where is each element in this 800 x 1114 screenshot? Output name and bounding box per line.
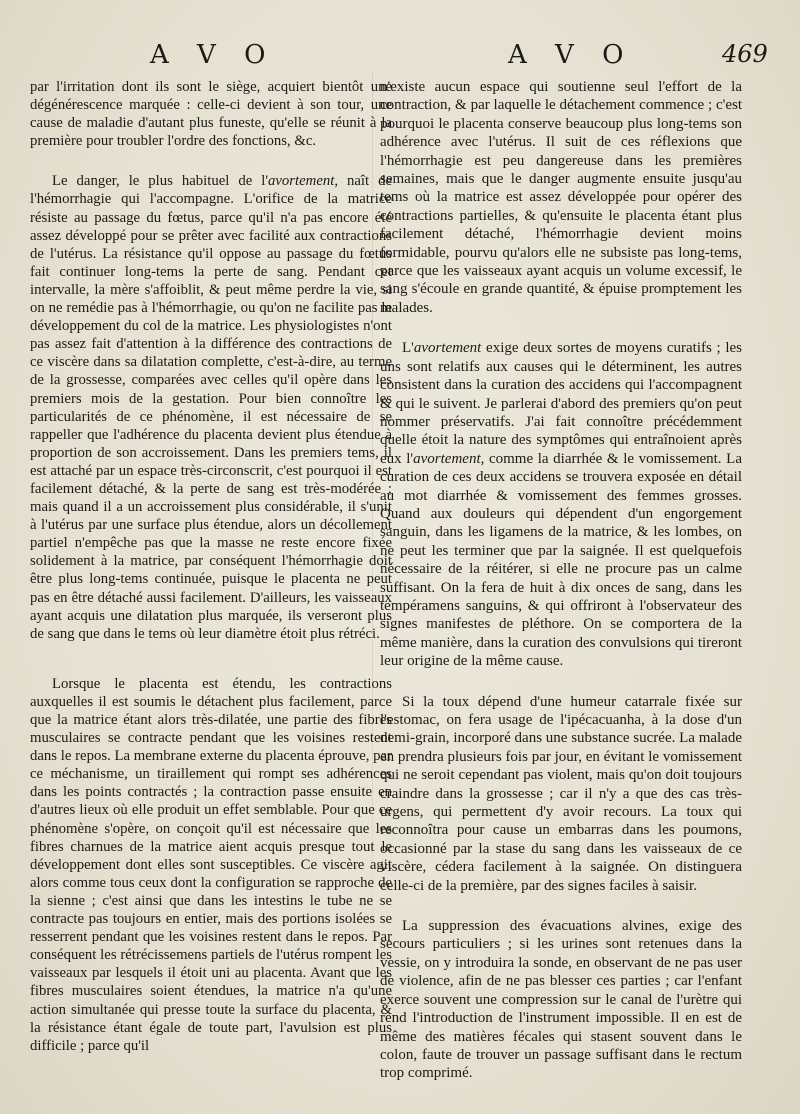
paragraph: Lorsque le placenta est étendu, les contractions auxquelles il est soumis le détachent plus facilement, parce que la matrice étant alors très-dilatée, une partie des fibres musculaires se contracte pendant que les voisines restent dans le repos. La membrane externe du placenta éprouve, par ce méchanisme, un tiraillement qui rompt ses adhérences dans les points contractés ; la contraction passe ensuite en d'autres lieux où elle produit un effet semblable. Pour que ce phénomène s'opère, on conçoit qu'il est nécessaire que les fibres charnues de la matrice aient acquis presque tout le développement dont elles sont susceptibles. Ce viscère agit alors comme tous ceux dont la configuration se rapproche de la sienne ; c'est ainsi que dans les intestins le tube ne se contracte pas toujours en entier, mais des portions isolées se resserrent pendant que les voisines restent dans le repos. Par conséquent les rétrécissemens partiels de l'utérus rompent les vaisseaux par lesquels il étoit uni au placenta. Avant que les fibres musculaires soient étendues, la matrice n'a qu'une action simultanée qui presse toute la surface du placenta, & la résistance étant égale de toute part, l'avulsion est plus difficile ; parce qu'il <box>30 675 392 1054</box>
running-head-right: A V O <box>508 40 634 70</box>
page-header <box>0 40 800 80</box>
paragraph: Si la toux dépend d'une humeur catarrale fixée sur l'estomac, on fera usage de l'ipécacuanha, à la dose d'un demi-grain, incorporé dans une substance sucrée. La malade en prendra plusieurs fois par jour, en évitant le vomissement qui ne seroit cependant pas violent, mais qu'on doit toujours craindre dans la grossesse ; car il n'y a que des cas très-urgens, qui permettent d'y avoir recours. La toux qui reconnoîtra pour cause un embarras dans les poumons, occasionné par la stase du sang dans les vaisseaux de ce viscère, cédera facilement à la saignée. On distinguera celle-ci de la première, par des signes faciles à saisir. <box>380 693 742 894</box>
text-run: exige deux sortes de moyens curatifs ; les uns sont relatifs aux causes qui le déterminent, les autres consistent dans la curation des accidens qui l'accompagnent & qui le suivent. Je parlerai d'abord des premiers qu'on peut nommer préservatifs. J'ai fait connoître précédemment quelle étoit la nature des symptômes qui entraînoient après eux l' <box>380 340 742 467</box>
page-number: 469 <box>722 40 768 68</box>
paragraph: par l'irritation dont ils sont le siège, acquiert bientôt une dégénérescence marquée : celle-ci devient à son tour, une cause de maladie d'autant plus funeste, qu'elle se réunit à la première pour troubler l'ordre des fonctions, &c. <box>30 79 392 150</box>
text-run: , comme la diarrhée & le vomissement. La curation de ces deux accidens se trouvera exposée en détail au mot diarrhée & vomissement des femmes grosses. Quand aux douleurs qui dépendent d'un engorgement sanguin, dans les ligamens de la matrice, & les lombes, on ne peut les terminer que par la saignée. Il est quelquefois nécessaire de la réitérer, si elle ne procure pas un calme suffisant. On la fera de huit à dix onces de sang, dans les tempéramens sanguins, & qui offriront à l'observateur des signes manifestes de pléthore. On se comportera de la même manière, dans la curation des convulsions qui tireront leur origine de la même cause. <box>380 450 742 670</box>
text-run: , naît de l'hémorrhagie qui l'accompagne. L'orifice de la matrice résiste au passage du fœtus, parce qu'il n'a pas encore été assez développé pour se prêter avec facilité aux contractions de l'utérus. La résistance qu'il oppose au passage du fœtus fait continuer long-tems la perte de sang. Pendant cet intervalle, la mère s'affoiblit, & peut même perdre la vie, si on ne remédie pas à l'hémorrhagie, ou qu'on ne facilite pas le développement du col de la matrice. Les physiologistes n'ont pas assez fait d'attention à la différence des contractions de ce viscère dans sa dilatation complette, c'est-à-dire, au terme de la grossesse, comparées avec celles qu'il opère dans les premiers mois de la gestation. Pour bien connoître les particularités de ce phénomène, il est nécessaire de se rappeller que l'adhérence du placenta devient plus étendue à proportion de son accroissement. Dans les premiers tems, il est attaché par un espace très-circonscrit, c'est pourquoi il est facilement détaché, & la perte de sang est très-modérée ; mais quand il a un accroissement plus considérable, il s'unit à l'utérus par une surface plus étendue, alors un décollement partiel n'empêche pas que la masse ne reste encore fixée solidement à la matrice, par conséquent l'hémorrhagie doit être plus long-tems continuée, puisque le placenta ne peut pas en être détaché aussi facilement. D'ailleurs, les vaisseaux ayant acquis une dilatation plus marquée, ils verseront plus de sang que dans le tems où leur diamètre étoit plus rétréci. <box>30 173 392 642</box>
paragraph <box>30 172 392 642</box>
text-run: Le danger, le plus habituel de l' <box>52 173 268 190</box>
right-column <box>380 78 742 1083</box>
paragraph <box>380 339 742 670</box>
left-column <box>30 78 392 1055</box>
paragraph: n'existe aucun espace qui soutienne seul l'effort de la contraction, & par laquelle le détachement commence ; c'est pourquoi le placenta conserve beaucoup plus long-tems son adhérence avec l'utérus. Il suit de ces réflexions que l'hémorrhagie est peu dangereuse dans les premières semaines, mais que le danger augmente ensuite jusqu'au tems où la matrice est assez développée pour opérer des contractions partielles, & qu'ensuite le placenta étant plus facilement détaché, l'hémorrhagie devient moins formidable, pourvu qu'alors elle ne subsiste pas long-tems, parce que les vaisseaux ayant acquis un volume excessif, le sang s'écoule en grande quantité, & épuise promptement les malades. <box>380 79 742 316</box>
italic-term: avortement <box>267 173 335 190</box>
italic-term: avortement <box>413 340 482 357</box>
text-run: L' <box>402 340 414 357</box>
italic-term: avortement <box>413 450 481 467</box>
running-head-left: A V O <box>150 40 276 70</box>
paragraph: La suppression des évacuations alvines, exige des secours particuliers ; si les urines sont retenues dans la vessie, on y introduira la sonde, en observant de ne pas user de violence, afin de ne pas blesser ces parties ; car l'enfant exerce souvent une compression sur le canal de l'urètre qui rend l'introduction de l'instrument impossible. Il en est de même des matières fécales qui stasent souvent dans le colon, faute de trouver un passage suffisant dans le rectum trop comprimé. <box>380 918 742 1082</box>
